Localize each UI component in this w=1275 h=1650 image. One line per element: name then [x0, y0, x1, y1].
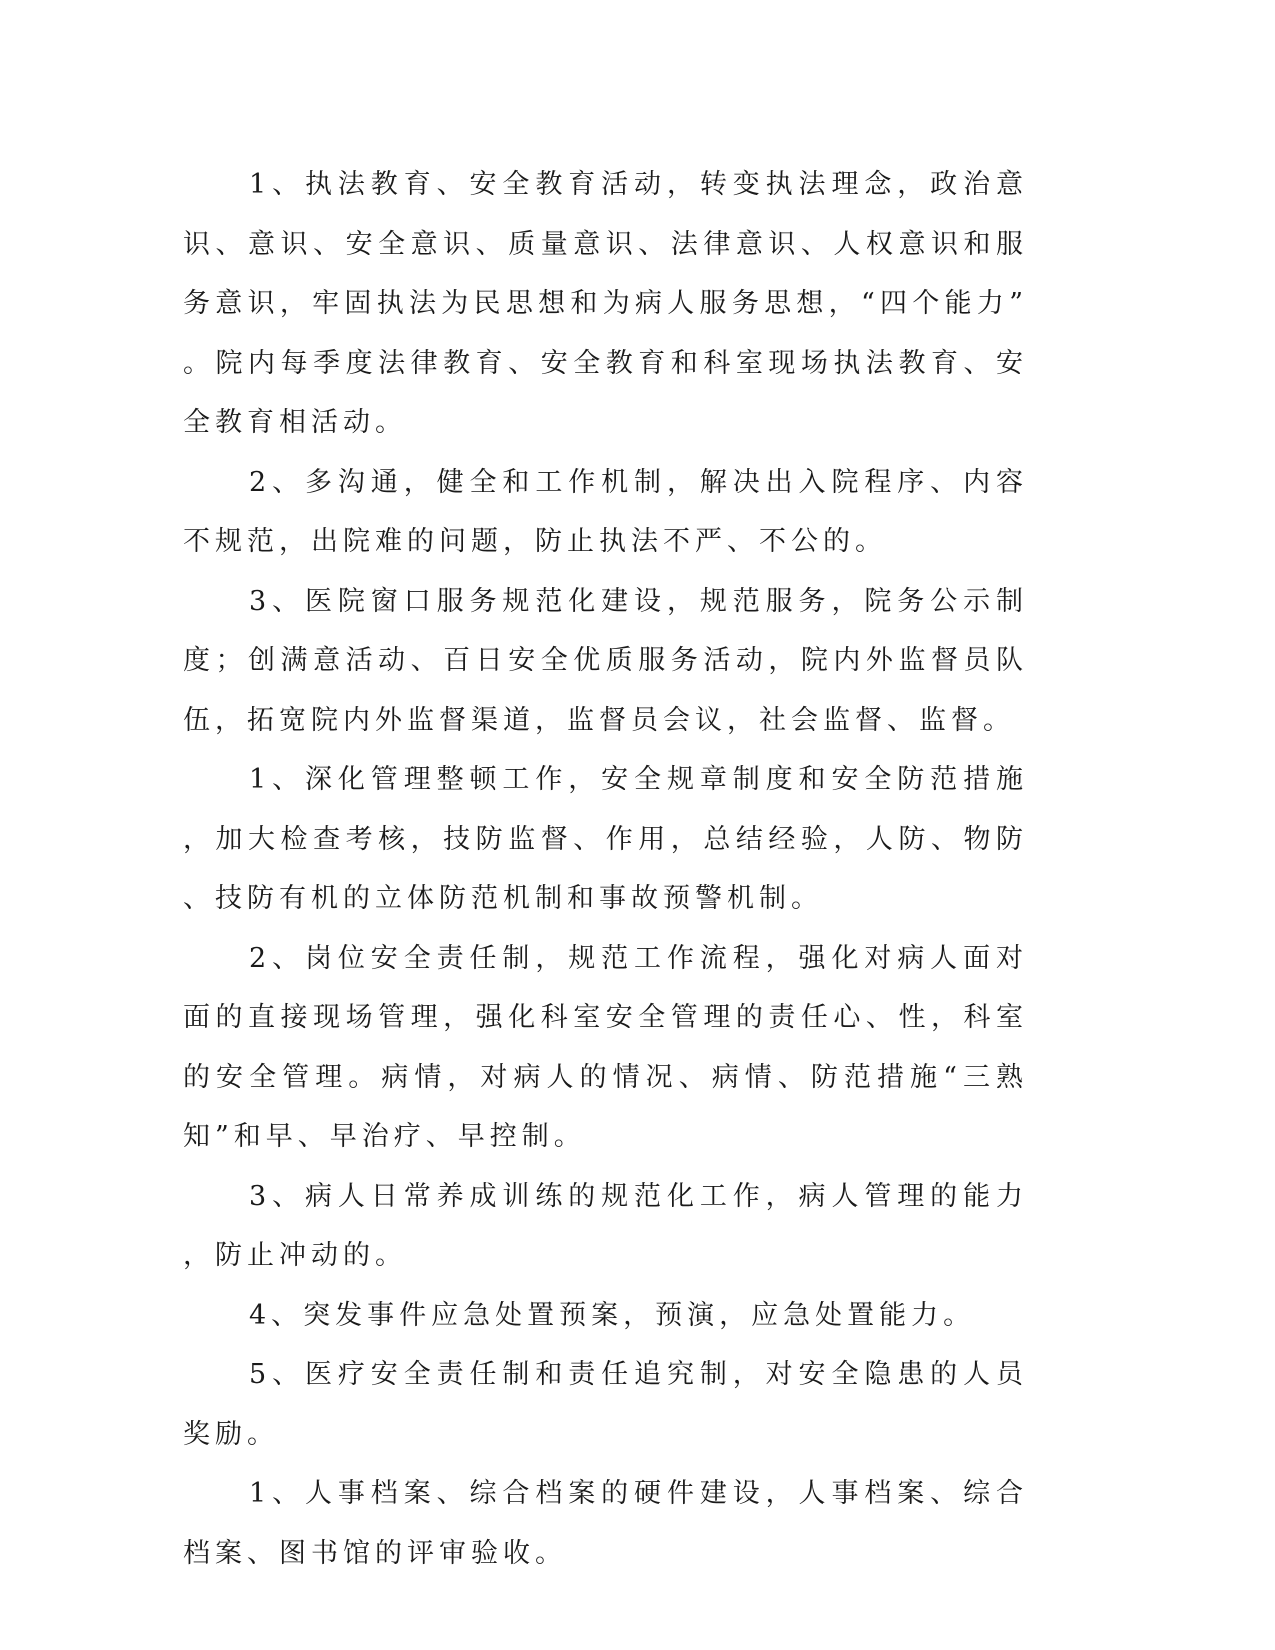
paragraph: 1、执法教育、安全教育活动，转变执法理念，政治意识、意识、安全意识、质量意识、法律意识、人权意识和服务意识，牢固执法为民思想和为病人服务思想，“四个能力”。院内每季度法律教育、安全教育和科室现场执法教育、安全教育相活动。	[183, 169, 1028, 438]
paragraph: 3、病人日常养成训练的规范化工作，病人管理的能力，防止冲动的。	[183, 1180, 1028, 1271]
paragraph: 1、深化管理整顿工作，安全规章制度和安全防范措施，加大检查考核，技防监督、作用，总结经验，人防、物防、技防有机的立体防范机制和事故预警机制。	[183, 764, 1028, 914]
paragraph: 3、医院窗口服务规范化建设，规范服务，院务公示制度；创满意活动、百日安全优质服务活动，院内外监督员队伍，拓宽院内外监督渠道，监督员会议，社会监督、监督。	[183, 585, 1028, 736]
paragraph: 5、医疗安全责任制和责任追究制，对安全隐患的人员奖励。	[183, 1359, 1028, 1450]
paragraph: 2、多沟通，健全和工作机制，解决出入院程序、内容不规范，出院难的问题，防止执法不严、不公的。	[183, 466, 1028, 557]
paragraph: 4、突发事件应急处置预案，预演，应急处置能力。	[249, 1299, 976, 1331]
paragraph: 2、岗位安全责任制，规范工作流程，强化对病人面对面的直接现场管理，强化科室安全管理的责任心、性，科室的安全管理。病情，对病人的情况、病情、防范措施“三熟知”和早、早治疗、早控制。	[183, 942, 1028, 1152]
paragraph: 1、人事档案、综合档案的硬件建设，人事档案、综合档案、图书馆的评审验收。	[183, 1478, 1028, 1569]
document-body	[183, 155, 1028, 1583]
